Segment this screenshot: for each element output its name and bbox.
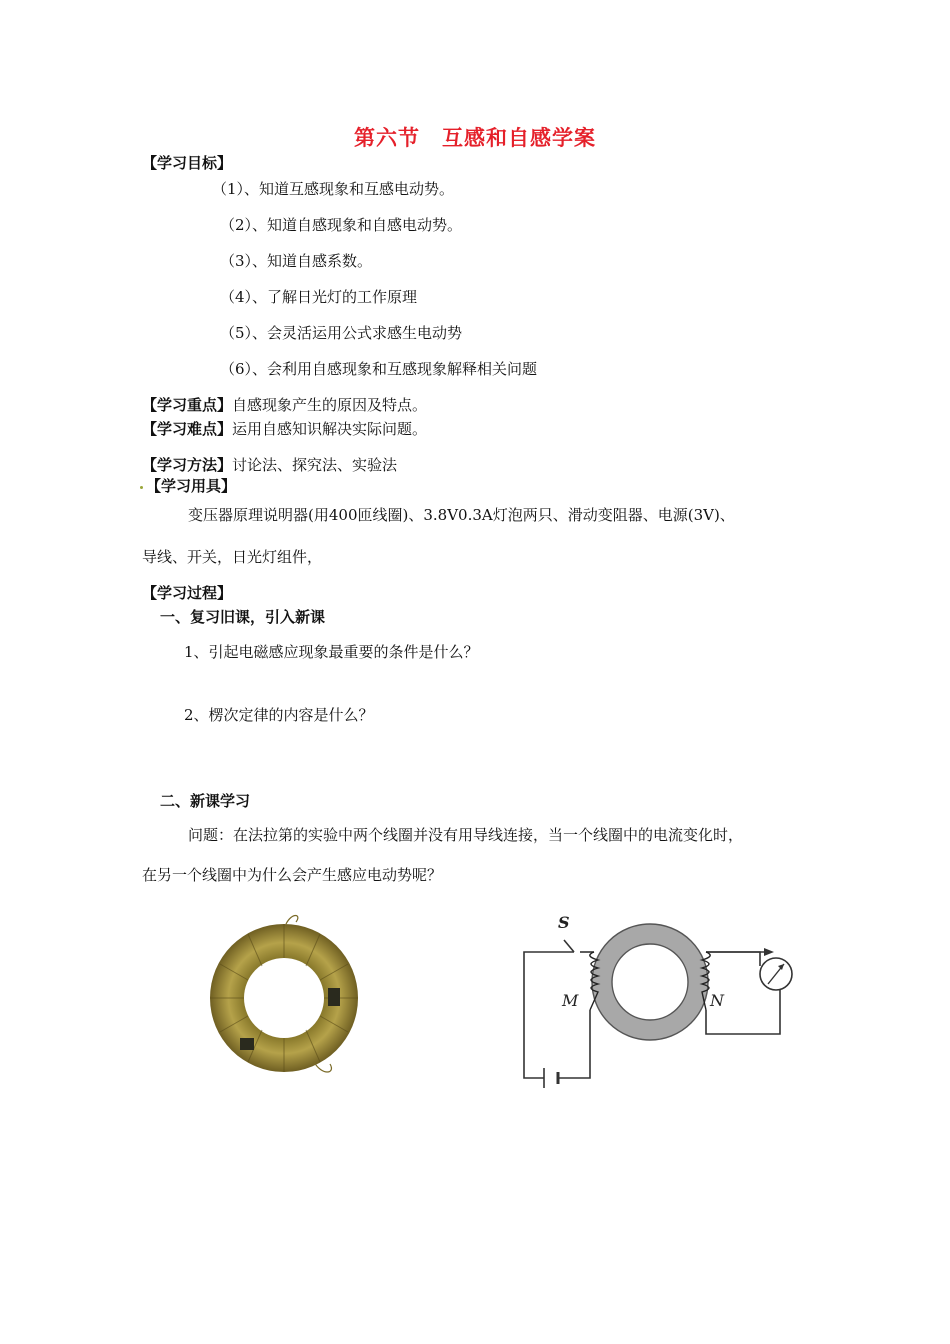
toroid-coil-drawing: [196, 906, 374, 1081]
tools-heading: 【学习用具】: [146, 477, 237, 495]
new-lesson-question-line-1: 问题：在法拉第的实验中两个线圈并没有用导线连接，当一个线圈中的电流变化时，: [188, 826, 744, 844]
tools-line-2: 导线、开关，日光灯组件，: [142, 548, 323, 566]
objective-item-3: （3）、知道自感系数。: [220, 252, 373, 270]
objective-item-5: （5）、会灵活运用公式求感生电动势: [220, 324, 463, 342]
objective-item-6: （6）、会利用自感现象和互感现象解释相关问题: [220, 360, 538, 378]
section-2-title: 二、新课学习: [160, 792, 251, 810]
label-n: N: [710, 991, 724, 1010]
coil-dark-patch-right: [328, 988, 340, 1006]
objectives-heading: 【学习目标】: [142, 154, 233, 172]
label-s: S: [558, 913, 570, 932]
coil-hole: [244, 958, 324, 1038]
objective-item-4: （4）、了解日光灯的工作原理: [220, 288, 418, 306]
difficulty-heading: 【学习难点】: [142, 420, 233, 438]
circuit-drawing: [514, 906, 796, 1091]
review-question-1: 1、引起电磁感应现象最重要的条件是什么？: [184, 643, 479, 661]
right-circuit-wire-top: [706, 952, 760, 966]
coil-wire-top: [286, 916, 298, 925]
method-heading: 【学习方法】: [142, 456, 233, 474]
objective-item-2: （2）、知道自感现象和自感电动势。: [220, 216, 463, 234]
process-heading: 【学习过程】: [142, 584, 233, 602]
method-text: 讨论法、探究法、实验法: [232, 456, 398, 474]
page-title: [0, 122, 950, 152]
key-point-line: [142, 394, 427, 415]
review-question-2: 2、楞次定律的内容是什么？: [184, 706, 374, 724]
key-point-text: 自感现象产生的原因及特点。: [232, 396, 428, 414]
difficulty-line: [142, 418, 427, 439]
tools-line-1: 变压器原理说明器(用400匝线圈)、3.8V0.3A灯泡两只、滑动变阻器、电源(3V)、: [188, 506, 735, 524]
new-lesson-question-line-2: 在另一个线圈中为什么会产生感应电动势呢？: [142, 866, 443, 884]
title-section-number: 第六节: [354, 125, 420, 150]
left-circuit-wire-bottom: [558, 1010, 590, 1078]
label-m: M: [562, 991, 579, 1010]
section-1-title: 一、复习旧课，引入新课: [160, 608, 326, 626]
key-point-heading: 【学习重点】: [142, 396, 233, 414]
coil-dark-patch-bottom: [240, 1038, 254, 1050]
difficulty-text: 运用自感知识解决实际问题。: [232, 420, 428, 438]
margin-dot-mark: [140, 486, 143, 489]
toroid-coil-image: [196, 906, 374, 1081]
switch-lever: [564, 940, 574, 952]
objective-item-1: （1）、知道互感现象和互感电动势。: [212, 180, 455, 198]
method-line: [142, 454, 397, 475]
iron-ring-hole: [612, 944, 688, 1020]
mutual-induction-circuit-diagram: [514, 906, 796, 1091]
current-arrow: [764, 948, 774, 956]
left-circuit-wire-left: [524, 952, 574, 1078]
title-text: 互感和自感学案: [442, 125, 596, 150]
